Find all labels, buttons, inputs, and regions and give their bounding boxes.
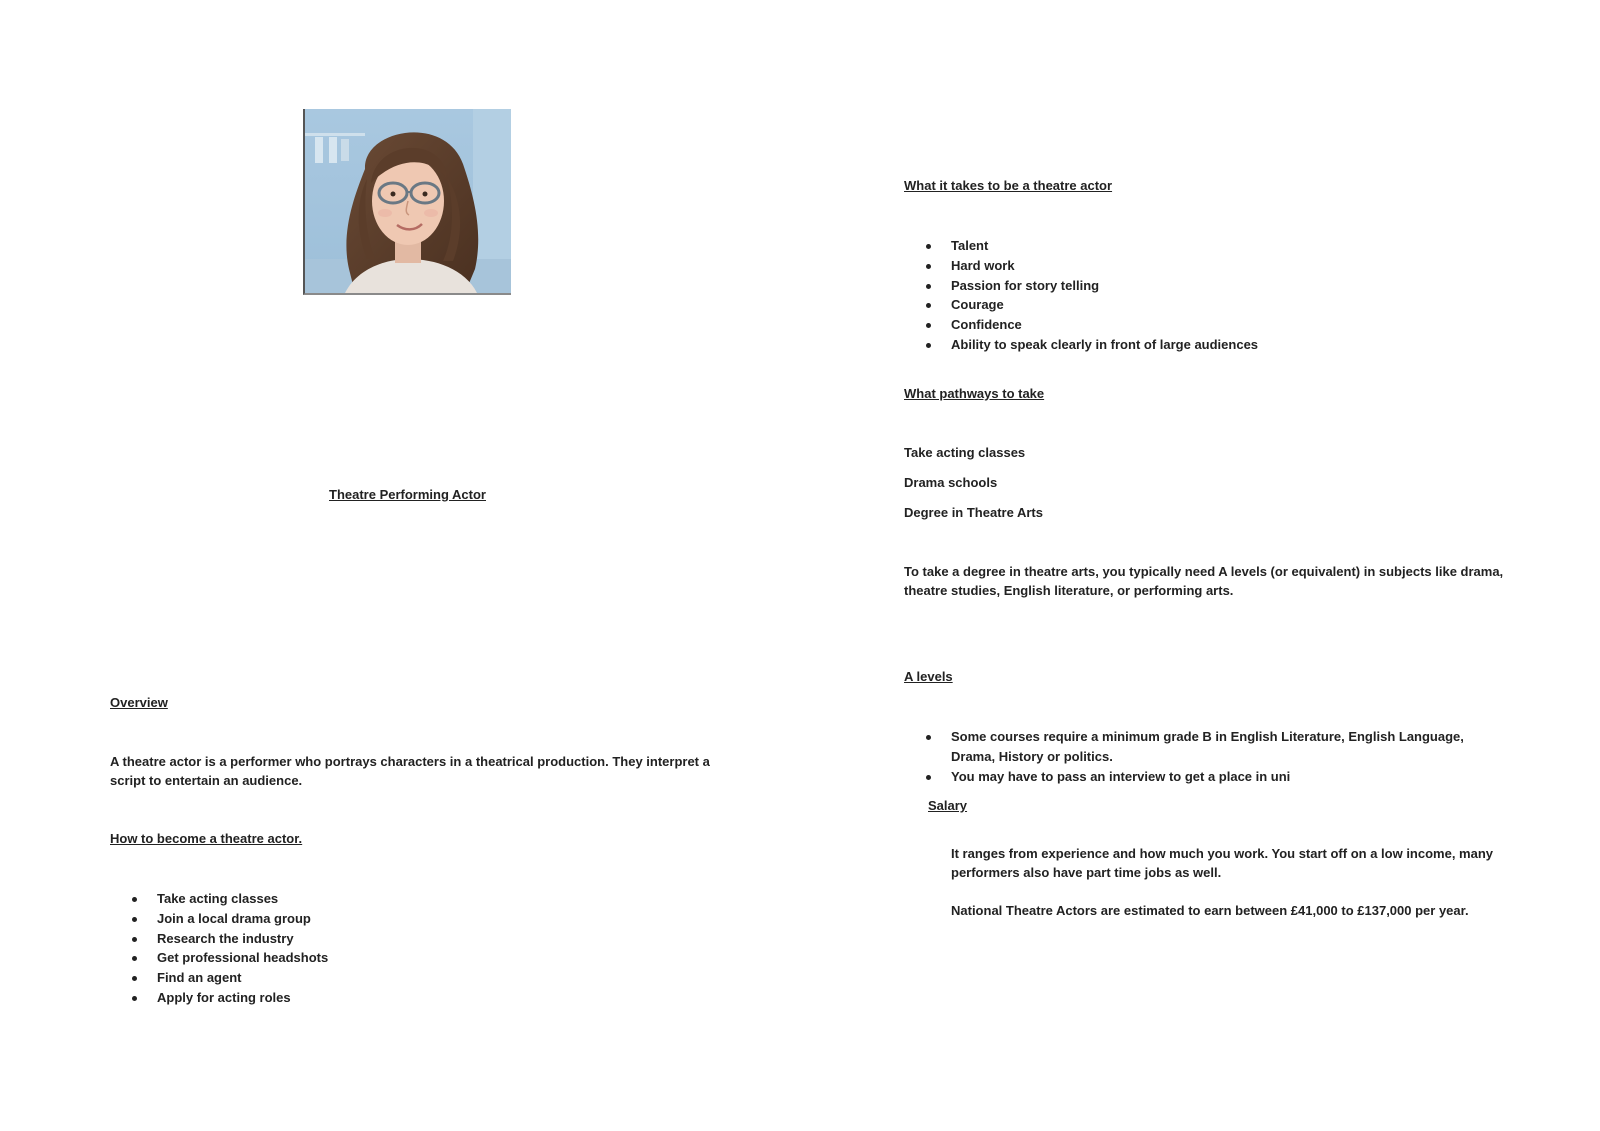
- list-item: Research the industry: [110, 929, 328, 949]
- what-it-takes-heading: What it takes to be a theatre actor: [904, 178, 1113, 193]
- list-item: Confidence: [904, 315, 1258, 335]
- salary-heading: Salary: [928, 798, 968, 813]
- a-levels-heading: A levels: [904, 669, 953, 684]
- overview-heading: Overview: [110, 695, 168, 710]
- bullet-icon: [926, 284, 931, 289]
- list-item: Hard work: [904, 256, 1258, 276]
- bullet-icon: [132, 917, 137, 922]
- bullet-icon: [926, 343, 931, 348]
- bullet-icon: [926, 323, 931, 328]
- bullet-icon: [132, 976, 137, 981]
- bullet-icon: [926, 303, 931, 308]
- pathway-item: Take acting classes: [904, 445, 1026, 460]
- list-item: Ability to speak clearly in front of large audiences: [904, 335, 1258, 355]
- salary-text: It ranges from experience and how much you work. You start off on a low income, many performers also have part time jobs as well.: [951, 846, 1494, 880]
- bullet-icon: [132, 937, 137, 942]
- list-item: Passion for story telling: [904, 276, 1258, 296]
- list-item: You may have to pass an interview to get a place in uni: [904, 767, 1504, 787]
- how-to-list: [110, 889, 328, 1008]
- list-item: Join a local drama group: [110, 909, 328, 929]
- bullet-icon: [132, 956, 137, 961]
- list-item: Get professional headshots: [110, 948, 328, 968]
- list-item: Find an agent: [110, 968, 328, 988]
- degree-text: To take a degree in theatre arts, you typically need A levels (or equivalent) in subjects like drama, theatre studies, English literature, or performing arts.: [904, 564, 1504, 598]
- list-item: Apply for acting roles: [110, 988, 328, 1008]
- overview-text: A theatre actor is a performer who portrays characters in a theatrical production. They interpret a script to entertain an audience.: [110, 754, 710, 788]
- pathway-item: Degree in Theatre Arts: [904, 505, 1043, 520]
- list-item: Talent: [904, 236, 1258, 256]
- pathway-item: Drama schools: [904, 475, 998, 490]
- a-levels-list: [904, 727, 1504, 786]
- bullet-icon: [926, 775, 931, 780]
- bullet-icon: [926, 735, 931, 740]
- bullet-icon: [926, 264, 931, 269]
- list-item: Courage: [904, 295, 1258, 315]
- what-it-takes-list: [904, 236, 1258, 355]
- portrait-illustration: [305, 109, 511, 293]
- bullet-icon: [132, 996, 137, 1001]
- bullet-icon: [926, 244, 931, 249]
- list-item: Take acting classes: [110, 889, 328, 909]
- portrait-photo: [303, 109, 511, 295]
- list-item: Some courses require a minimum grade B in English Literature, English Language, Drama, History or politics.: [904, 727, 1504, 767]
- page-title: Theatre Performing Actor: [329, 487, 486, 502]
- pathways-heading: What pathways to take: [904, 386, 1045, 401]
- how-to-heading: How to become a theatre actor.: [110, 831, 303, 846]
- bullet-icon: [132, 897, 137, 902]
- salary-estimate: National Theatre Actors are estimated to earn between £41,000 to £137,000 per year.: [951, 903, 1469, 918]
